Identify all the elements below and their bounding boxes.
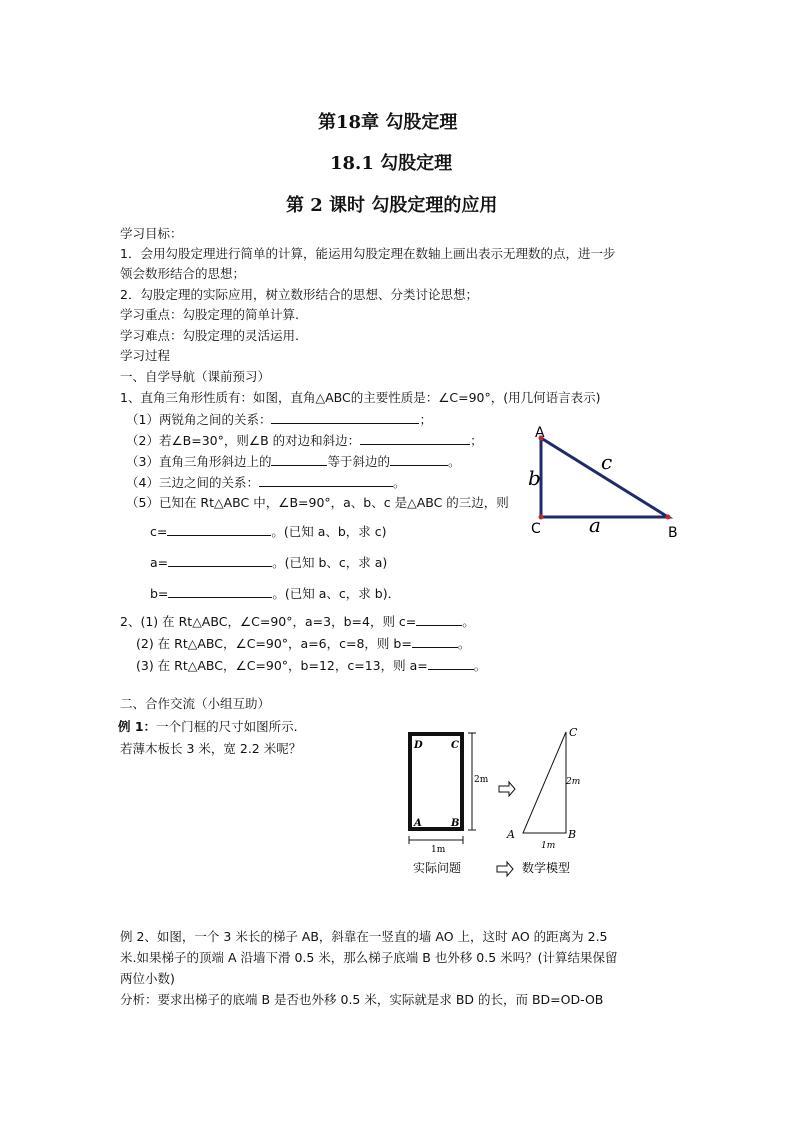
question-2-1-end: 。	[462, 614, 475, 629]
sub-question-1	[126, 411, 432, 428]
example-1-text: 一个门框的尺寸如图所示.	[156, 719, 298, 734]
answer-blank[interactable]	[168, 585, 272, 598]
question-2-3	[136, 657, 486, 674]
vertex-b-label: B	[668, 525, 678, 541]
formula-a-note: 。(已知 b、c，求 a)	[272, 555, 388, 570]
question-2-3-text: (3) 在 Rt△ABC，∠C=90°，b=12，c=13，则 a=	[136, 658, 428, 673]
height-label: 2m	[474, 775, 489, 785]
goal-2: 2．勾股定理的实际应用，树立数形结合的思想、分类讨论思想；	[120, 287, 478, 302]
lesson-title: 第 2 课时 勾股定理的应用	[286, 195, 498, 216]
model-triangle	[523, 732, 566, 833]
question-1: 1、直角三角形性质有：如图，直角△ABC的主要性质是：∠C=90°，(用几何语言表示)	[120, 390, 601, 405]
door-corner-a: A	[414, 818, 422, 829]
question-2-2-text: (2) 在 Rt△ABC，∠C=90°，a=6，c=8，则 b=	[136, 636, 412, 651]
door-corner-d: D	[414, 740, 423, 751]
sub-question-1-end: ；	[419, 412, 432, 427]
answer-blank[interactable]	[168, 554, 272, 567]
answer-blank[interactable]	[416, 613, 462, 626]
model-vertex-c: C	[569, 726, 578, 739]
formula-c	[150, 523, 387, 540]
vertex-c-dot	[539, 515, 544, 520]
sub-question-2	[126, 432, 483, 449]
sub-question-3-end: 。	[447, 454, 461, 469]
door-frame-figure	[395, 722, 605, 882]
key-point: 学习重点：勾股定理的简单计算.	[120, 307, 299, 322]
vertex-a-label: A	[535, 425, 545, 441]
answer-blank[interactable]	[167, 523, 271, 536]
sub-question-1-text: （1）两锐角之间的关系：	[126, 412, 272, 427]
example-2-line-2: 米.如果梯子的顶端 A 沿墙下滑 0.5 米，那么梯子底端 B 也外移 0.5 米吗？(计算结果保留	[120, 950, 618, 965]
vertex-b-dot	[666, 515, 671, 520]
example-1	[118, 719, 298, 735]
formula-a	[150, 554, 387, 571]
sub-question-3-text-a: （3）直角三角形斜边上的	[126, 454, 272, 469]
side-a-label: a	[589, 513, 601, 537]
side-b-label: b	[528, 466, 541, 490]
question-2-2	[136, 635, 470, 652]
answer-blank[interactable]	[412, 635, 458, 648]
sub-question-3	[126, 453, 461, 470]
example-2-line-1: 例 2、如图，一个 3 米长的梯子 AB，斜靠在一竖直的墙 AO 上，这时 AO 的距离为 2.5	[120, 929, 608, 944]
door-corner-b: B	[451, 818, 460, 829]
formula-a-label: a=	[150, 555, 169, 570]
chapter-title: 第18章 勾股定理	[318, 112, 458, 133]
formula-b-label: b=	[150, 586, 169, 601]
question-2-2-end: 。	[457, 636, 471, 651]
example-1-question: 若薄木板长 3 米，宽 2.2 米呢？	[120, 741, 302, 756]
sub-question-4	[126, 474, 405, 491]
formula-b	[150, 585, 400, 602]
caption-real-problem: 实际问题	[413, 861, 462, 875]
answer-blank[interactable]	[390, 453, 448, 466]
process-title: 学习过程	[120, 348, 171, 363]
sub-question-2-text: （2）若∠B=30°，则∠B 的对边和斜边：	[126, 433, 361, 448]
vertex-c-label: C	[531, 521, 541, 537]
formula-c-note: 。(已知 a、b，求 c)	[271, 524, 387, 539]
part2-title: 二、合作交流（小组互助）	[120, 696, 271, 711]
question-2-1-text: 2、(1) 在 Rt△ABC，∠C=90°，a=3，b=4，则 c=	[120, 614, 417, 629]
answer-blank[interactable]	[360, 432, 470, 445]
difficulty-point: 学习难点：勾股定理的灵活运用.	[120, 328, 299, 343]
goals-title: 学习目标：	[120, 226, 183, 241]
sub-question-5: （5）已知在 Rt△ABC 中，∠B=90°，a、b、c 是△ABC 的三边，则	[126, 495, 509, 510]
right-triangle-figure	[525, 422, 685, 544]
question-2-1	[120, 613, 475, 630]
door-corner-c: C	[451, 740, 459, 751]
example-2-line-3: 两位小数)	[120, 971, 175, 986]
side-c-label: c	[601, 450, 613, 474]
goal-1-line-1: 1．会用勾股定理进行简单的计算，能运用勾股定理在数轴上画出表示无理数的点，进一步	[120, 246, 616, 261]
model-vertex-a: A	[507, 828, 515, 841]
width-label: 1m	[431, 845, 446, 855]
sub-question-2-end: ；	[470, 433, 483, 448]
arrow-icon	[497, 862, 513, 876]
example-1-label: 例 1：	[118, 719, 157, 734]
model-width-label: 1m	[541, 841, 556, 851]
answer-blank[interactable]	[271, 453, 327, 466]
goal-1-line-2: 领会数形结合的思想；	[120, 266, 246, 281]
answer-blank[interactable]	[259, 474, 393, 487]
arrow-icon	[499, 782, 515, 796]
model-height-label: 2m	[566, 777, 581, 787]
sub-question-3-text-b: 等于斜边的	[327, 454, 390, 469]
formula-b-note: 。(已知 a、c，求 b)．	[272, 586, 401, 601]
sub-question-4-end: 。	[392, 475, 406, 490]
question-2-3-end: 。	[473, 658, 487, 673]
section-title: 18.1 勾股定理	[330, 153, 453, 174]
model-vertex-b: B	[568, 828, 577, 841]
answer-blank[interactable]	[271, 411, 419, 424]
answer-blank[interactable]	[428, 657, 474, 670]
example-2-analysis: 分析：要求出梯子的底端 B 是否也外移 0.5 米，实际就是求 BD 的长，而 BD=OD-OB	[120, 992, 604, 1007]
formula-c-label: c=	[150, 524, 168, 539]
caption-math-model: 数学模型	[522, 861, 571, 875]
sub-question-4-text: （4）三边之间的关系：	[126, 475, 259, 490]
part1-title: 一、自学导航（课前预习）	[120, 369, 271, 384]
